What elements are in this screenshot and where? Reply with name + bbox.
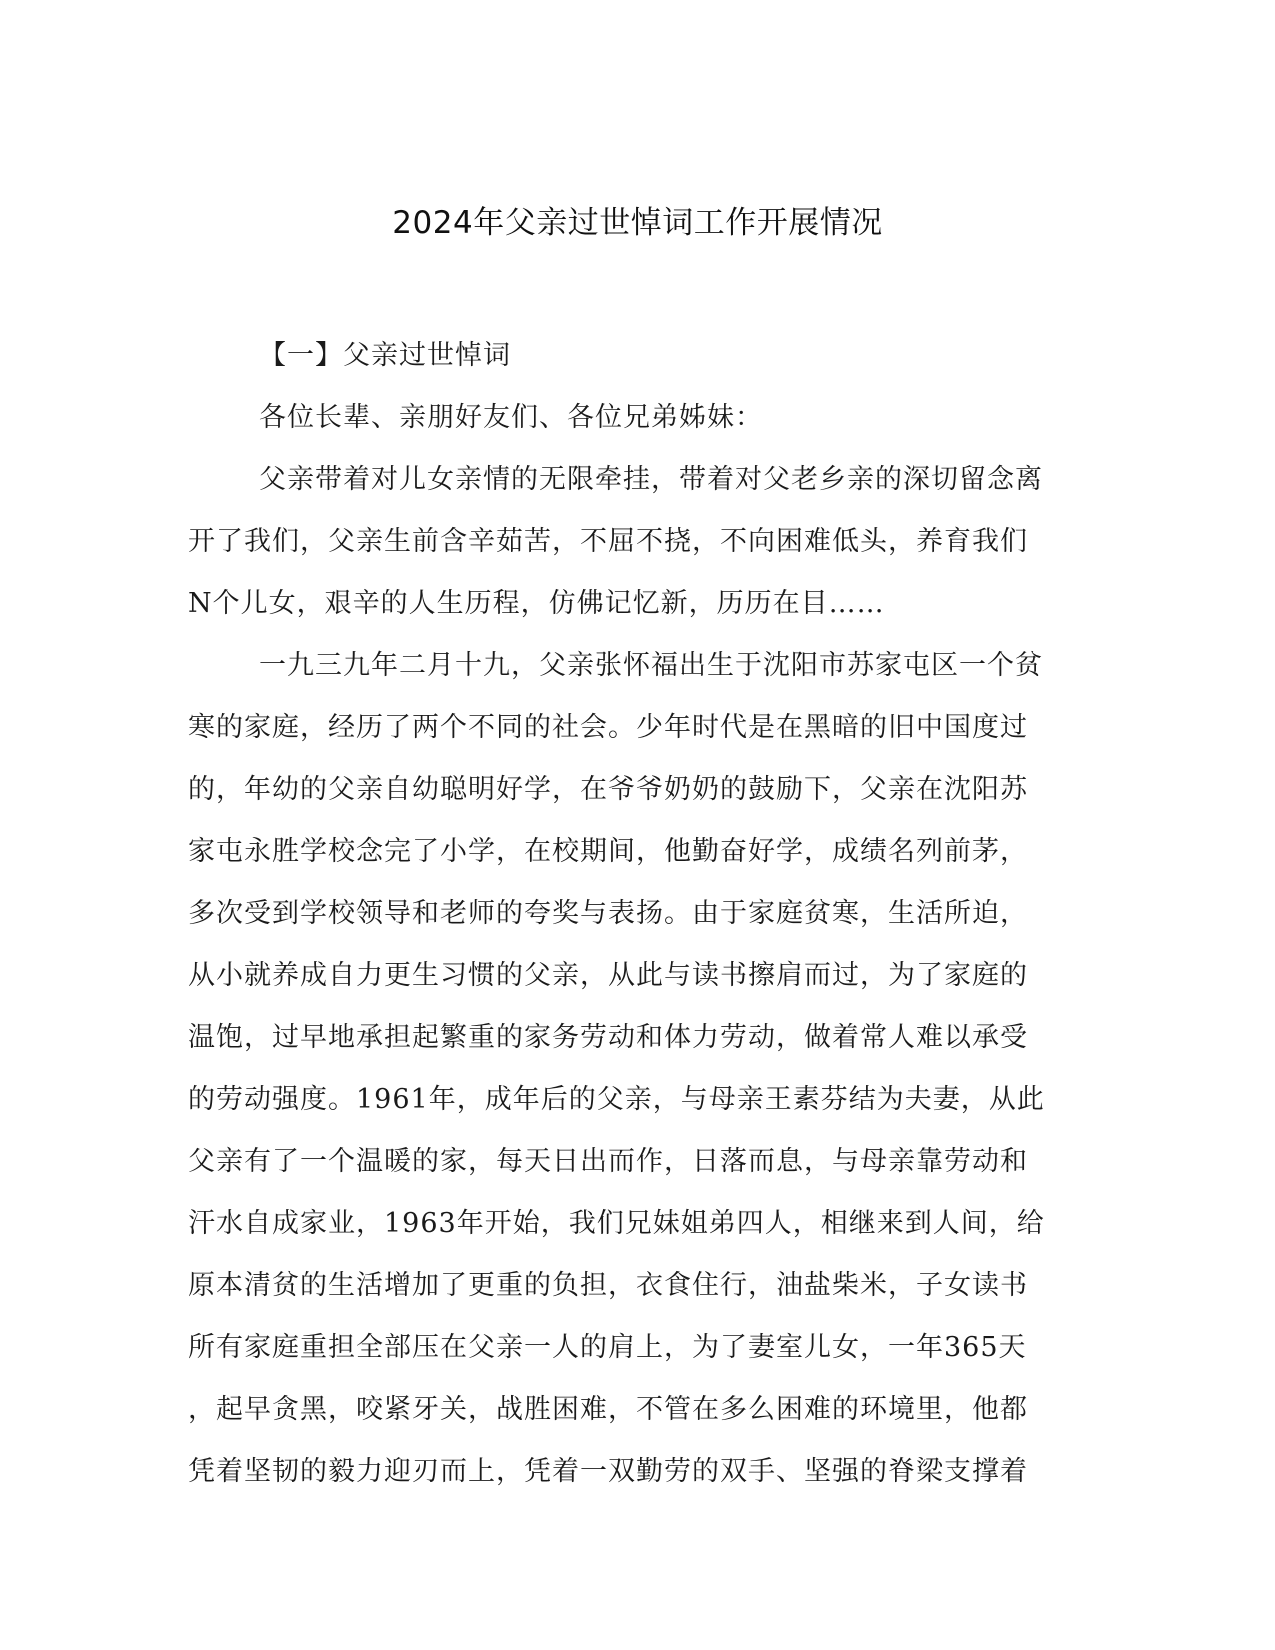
paragraph-line: 开了我们，父亲生前含辛茹苦，不屈不挠，不向困难低头，养育我们 bbox=[188, 526, 1028, 557]
document-body bbox=[188, 325, 1068, 1503]
greeting-line: 各位长辈、亲朋好友们、各位兄弟姊妹： bbox=[259, 402, 763, 433]
paragraph-line: 所有家庭重担全部压在父亲一人的肩上，为了妻室儿女，一年365天 bbox=[188, 1332, 1027, 1363]
paragraph-line: 温饱，过早地承担起繁重的家务劳动和体力劳动，做着常人难以承受 bbox=[188, 1022, 1028, 1053]
paragraph-line: 汗水自成家业，1963年开始，我们兄妹姐弟四人，相继来到人间，给 bbox=[188, 1208, 1045, 1239]
paragraph-line: 多次受到学校领导和老师的夸奖与表扬。由于家庭贫寒，生活所迫， bbox=[188, 898, 1028, 929]
paragraph-line: 父亲带着对儿女亲情的无限牵挂，带着对父老乡亲的深切留念离 bbox=[259, 464, 1043, 495]
document-title: 2024年父亲过世悼词工作开展情况 bbox=[392, 205, 883, 241]
paragraph-line: 的劳动强度。1961年，成年后的父亲，与母亲王素芬结为夫妻，从此 bbox=[188, 1084, 1045, 1115]
paragraph-line: 寒的家庭，经历了两个不同的社会。少年时代是在黑暗的旧中国度过 bbox=[188, 712, 1028, 743]
paragraph-line: N个儿女，艰辛的人生历程，仿佛记忆新，历历在目…… bbox=[188, 588, 885, 619]
paragraph-line: 从小就养成自力更生习惯的父亲，从此与读书擦肩而过，为了家庭的 bbox=[188, 960, 1028, 991]
paragraph-line: 家屯永胜学校念完了小学，在校期间，他勤奋好学，成绩名列前茅， bbox=[188, 836, 1028, 867]
paragraph-line: 原本清贫的生活增加了更重的负担，衣食住行，油盐柴米，子女读书 bbox=[188, 1270, 1028, 1301]
paragraph-line: 父亲有了一个温暖的家，每天日出而作，日落而息，与母亲靠劳动和 bbox=[188, 1146, 1028, 1177]
paragraph-line: 凭着坚韧的毅力迎刃而上，凭着一双勤劳的双手、坚强的脊梁支撑着 bbox=[188, 1456, 1028, 1487]
paragraph-line: ，起早贪黑，咬紧牙关，战胜困难，不管在多么困难的环境里，他都 bbox=[188, 1394, 1028, 1425]
paragraph-line: 的，年幼的父亲自幼聪明好学，在爷爷奶奶的鼓励下，父亲在沈阳苏 bbox=[188, 774, 1028, 805]
section-heading: 【一】父亲过世悼词 bbox=[259, 340, 511, 371]
paragraph-line: 一九三九年二月十九，父亲张怀福出生于沈阳市苏家屯区一个贫 bbox=[259, 650, 1043, 681]
